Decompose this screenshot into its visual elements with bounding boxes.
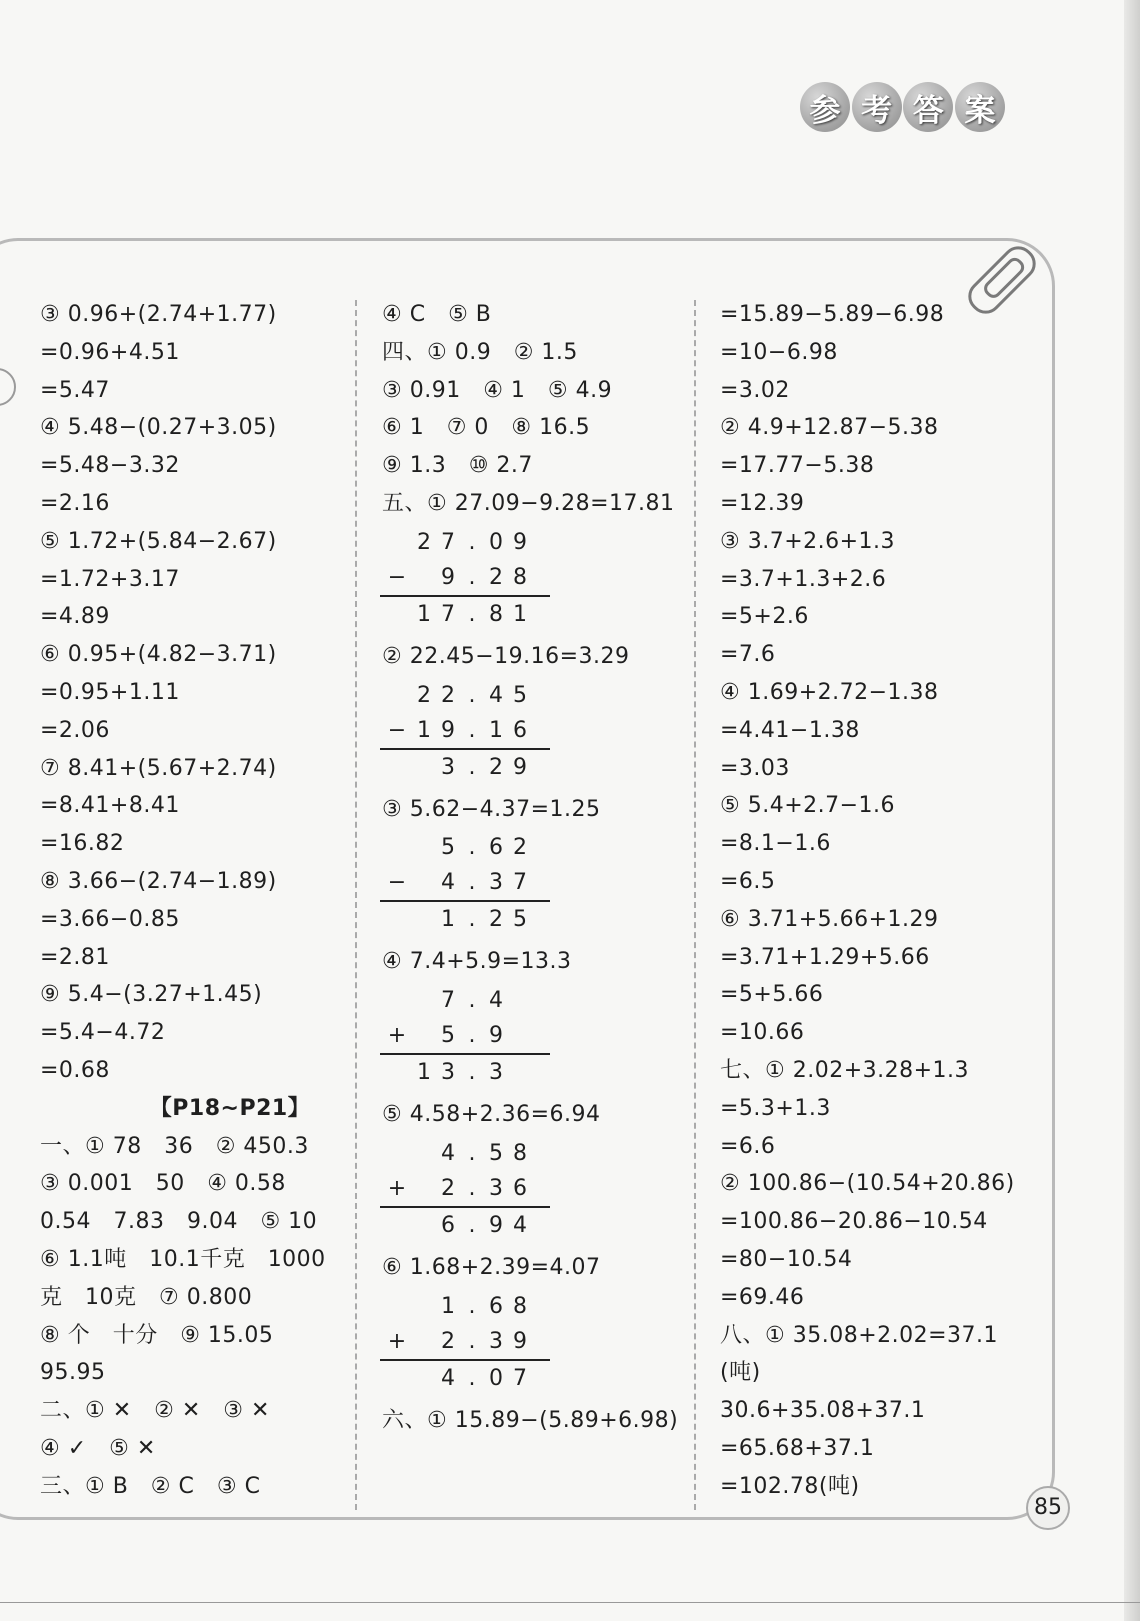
vertical-row [382, 560, 542, 595]
answer-line: 0.54 7.83 9.04 ⑤ 10 [40, 1209, 318, 1235]
digit: 2 [513, 835, 527, 861]
answer-line: =100.86−20.86−10.54 [720, 1209, 988, 1235]
digit: 2 [417, 682, 431, 708]
answer-line: =3.71+1.29+5.66 [720, 944, 930, 970]
answer-line: =2.16 [40, 490, 110, 516]
answer-line: ⑤ 1.72+(5.84−2.67) [40, 528, 277, 554]
column-1 [40, 296, 360, 1506]
digit: − [387, 717, 407, 743]
digit: 3 [441, 754, 455, 780]
digit: 2 [417, 529, 431, 555]
answer-line: ⑤ 5.4+2.7−1.6 [720, 793, 896, 819]
digit: . [468, 564, 476, 590]
digit: . [468, 529, 476, 555]
page-edge [1124, 0, 1140, 1621]
answer-line: =10.66 [720, 1020, 805, 1046]
answer-line: (吨) [720, 1360, 761, 1386]
answer-line: =0.96+4.51 [40, 339, 180, 365]
digit: 5 [441, 1023, 455, 1049]
digit: 1 [417, 1060, 431, 1086]
digit: 4 [441, 1365, 455, 1391]
vertical-row [382, 1018, 542, 1053]
digit: − [387, 870, 407, 896]
digit: 1 [441, 907, 455, 933]
vertical-calculation [382, 1289, 542, 1396]
answer-key-badge [800, 78, 1005, 136]
digit: . [468, 754, 476, 780]
digit: . [468, 835, 476, 861]
digit: 1 [417, 601, 431, 627]
answer-line: =3.02 [720, 377, 790, 403]
digit: . [468, 1060, 476, 1086]
answer-line: =1.72+3.17 [40, 566, 180, 592]
answer-line: ③ 0.91 ④ 1 ⑤ 4.9 [382, 377, 613, 403]
digit: 9 [489, 1212, 503, 1238]
digit: 8 [513, 564, 527, 590]
digit [412, 1171, 436, 1206]
column-3 [720, 296, 1040, 1506]
answer-line: 二、① ✕ ② ✕ ③ ✕ [40, 1398, 270, 1424]
answer-line: ④ 5.48−(0.27+3.05) [40, 415, 277, 441]
badge-char: 考 [852, 82, 902, 132]
digit: 3 [489, 1328, 503, 1354]
answer-line: =4.41−1.38 [720, 717, 860, 743]
answer-line: ③ 0.001 50 ④ 0.58 [40, 1171, 286, 1197]
answer-line: 七、① 2.02+3.28+1.3 [720, 1057, 970, 1083]
digit: 2 [441, 1175, 455, 1201]
answer-line: =6.5 [720, 868, 776, 894]
answer-line: =7.6 [720, 642, 776, 668]
digit: 2 [489, 564, 503, 590]
digit [382, 678, 412, 713]
answer-line: =0.68 [40, 1057, 110, 1083]
answer-line: =3.7+1.3+2.6 [720, 566, 887, 592]
digit: 8 [489, 601, 503, 627]
digit: 4 [441, 1140, 455, 1166]
digit: 7 [441, 601, 455, 627]
answer-line: =5+5.66 [720, 982, 824, 1008]
answer-line: ⑥ 0.95+(4.82−3.71) [40, 642, 277, 668]
digit: 5 [489, 1140, 503, 1166]
answer-line: =17.77−5.38 [720, 453, 875, 479]
vertical-calculation [382, 678, 542, 785]
digit: . [468, 717, 476, 743]
vertical-result [382, 750, 542, 785]
answer-line: ② 100.86−(10.54+20.86) [720, 1171, 1015, 1197]
digit: + [387, 1328, 407, 1354]
digit: 7 [441, 529, 455, 555]
digit: 9 [441, 564, 455, 590]
digit [382, 525, 412, 560]
answer-line: =2.06 [40, 717, 110, 743]
digit: 2 [441, 1328, 455, 1354]
answer-line: =5.48−3.32 [40, 453, 180, 479]
digit: 3 [489, 870, 503, 896]
digit: 3 [489, 1060, 503, 1086]
answer-line: =4.89 [40, 604, 110, 630]
digit: 6 [513, 1175, 527, 1201]
digit [412, 560, 436, 595]
answer-line: =15.89−5.89−6.98 [720, 302, 945, 327]
answer-line: 克 10克 ⑦ 0.800 [40, 1284, 253, 1310]
answer-line: =3.66−0.85 [40, 906, 180, 932]
digit: 6 [489, 835, 503, 861]
answer-line: ③ 5.62−4.37=1.25 [382, 796, 601, 822]
answer-line: ⑥ 3.71+5.66+1.29 [720, 906, 939, 932]
answer-line: ⑨ 5.4−(3.27+1.45) [40, 982, 263, 1008]
badge-char: 参 [800, 82, 850, 132]
digit: 6 [489, 1293, 503, 1319]
digit [412, 865, 436, 900]
vertical-row [382, 678, 542, 713]
digit: . [468, 601, 476, 627]
digit: . [468, 682, 476, 708]
answer-line: =2.81 [40, 944, 110, 970]
answer-line: 五、① 27.09−9.28=17.81 [382, 490, 675, 516]
vertical-calculation [382, 830, 542, 937]
answer-line: =65.68+37.1 [720, 1435, 875, 1461]
answer-line: ④ 1.69+2.72−1.38 [720, 679, 939, 705]
vertical-result [382, 1208, 542, 1243]
digit [412, 1289, 436, 1324]
answer-line: ② 22.45−19.16=3.29 [382, 643, 630, 669]
answer-line: 三、① B ② C ③ C [40, 1473, 261, 1499]
digit: 2 [489, 907, 503, 933]
vertical-result [382, 597, 542, 632]
digit: . [468, 907, 476, 933]
answer-line: =5.47 [40, 377, 110, 403]
digit [382, 750, 412, 785]
digit: 5 [513, 682, 527, 708]
digit [412, 830, 436, 865]
digit: 8 [513, 1293, 527, 1319]
bottom-rule [0, 1602, 1140, 1603]
digit: 9 [441, 717, 455, 743]
answer-line: =0.95+1.11 [40, 679, 180, 705]
digit [382, 830, 412, 865]
vertical-row [382, 525, 542, 560]
vertical-row [382, 983, 542, 1018]
digit: − [387, 564, 407, 590]
digit: 7 [441, 988, 455, 1014]
answer-line: 95.95 [40, 1360, 106, 1386]
column-2 [382, 296, 702, 1440]
digit: 6 [513, 717, 527, 743]
answer-line: =6.6 [720, 1133, 776, 1159]
digit [382, 902, 412, 937]
answer-line: ⑨ 1.3 ⑩ 2.7 [382, 453, 533, 479]
digit: 4 [513, 1212, 527, 1238]
digit: 0 [489, 529, 503, 555]
digit: 9 [513, 1328, 527, 1354]
digit: 9 [513, 754, 527, 780]
digit [508, 1018, 532, 1053]
vertical-row [382, 830, 542, 865]
digit: 9 [513, 529, 527, 555]
digit [508, 983, 532, 1018]
digit: + [387, 1023, 407, 1049]
answer-line: ④ 7.4+5.9=13.3 [382, 949, 572, 975]
digit: 7 [513, 870, 527, 896]
vertical-row [382, 1171, 542, 1206]
badge-char: 案 [955, 82, 1005, 132]
answer-line: ⑦ 8.41+(5.67+2.74) [40, 755, 277, 781]
answer-line: 四、① 0.9 ② 1.5 [382, 339, 578, 365]
answer-line: ④ C ⑤ B [382, 302, 492, 327]
digit: 1 [417, 717, 431, 743]
vertical-row [382, 1136, 542, 1171]
digit [412, 1136, 436, 1171]
vertical-result [382, 1361, 542, 1396]
vertical-result [382, 1055, 542, 1090]
answer-line: =8.41+8.41 [40, 793, 180, 819]
digit: 3 [441, 1060, 455, 1086]
vertical-calculation [382, 525, 542, 632]
badge-char: 答 [903, 82, 953, 132]
digit: 1 [489, 717, 503, 743]
digit: 4 [489, 988, 503, 1014]
digit: . [468, 1328, 476, 1354]
answer-line: ② 4.9+12.87−5.38 [720, 415, 939, 441]
digit: . [468, 1212, 476, 1238]
vertical-calculation [382, 1136, 542, 1243]
digit: 9 [489, 1023, 503, 1049]
answer-line: ④ ✓ ⑤ ✕ [40, 1435, 156, 1461]
answer-line: ③ 3.7+2.6+1.3 [720, 528, 896, 554]
digit [382, 1289, 412, 1324]
answer-line: 一、① 78 36 ② 450.3 [40, 1133, 309, 1159]
digit: 5 [441, 835, 455, 861]
digit: 0 [489, 1365, 503, 1391]
digit: 8 [513, 1140, 527, 1166]
digit [412, 1018, 436, 1053]
vertical-row [382, 1289, 542, 1324]
digit: + [387, 1175, 407, 1201]
digit [382, 1055, 412, 1090]
answer-line: 30.6+35.08+37.1 [720, 1398, 926, 1424]
vertical-row [382, 865, 542, 900]
digit: . [468, 870, 476, 896]
vertical-row [382, 1324, 542, 1359]
answer-line: ⑥ 1 ⑦ 0 ⑧ 16.5 [382, 415, 591, 441]
digit: . [468, 1293, 476, 1319]
answer-line: =10−6.98 [720, 339, 838, 365]
digit: . [468, 988, 476, 1014]
digit: 1 [441, 1293, 455, 1319]
digit [412, 750, 436, 785]
digit [508, 1055, 532, 1090]
digit: 2 [441, 682, 455, 708]
digit: 4 [489, 682, 503, 708]
vertical-calculations [382, 525, 702, 1440]
answer-line: =3.03 [720, 755, 790, 781]
answer-line: =8.1−1.6 [720, 831, 831, 857]
digit [382, 597, 412, 632]
answer-line: 六、① 15.89−(5.89+6.98) [382, 1407, 679, 1433]
digit [412, 1208, 436, 1243]
page-number: 85 [1026, 1486, 1070, 1530]
digit: 3 [489, 1175, 503, 1201]
digit: 4 [441, 870, 455, 896]
digit: . [468, 1140, 476, 1166]
answer-line: =5.3+1.3 [720, 1095, 831, 1121]
answer-line: =102.78(吨) [720, 1473, 860, 1499]
digit: 7 [513, 1365, 527, 1391]
answer-line: ⑥ 1.68+2.39=4.07 [382, 1254, 601, 1280]
answer-line: ⑧ 个 十分 ⑨ 15.05 [40, 1322, 274, 1348]
digit [382, 1361, 412, 1396]
digit [412, 1361, 436, 1396]
digit [382, 1136, 412, 1171]
digit: . [468, 1175, 476, 1201]
digit: . [468, 1365, 476, 1391]
answer-line: =5+2.6 [720, 604, 809, 630]
answer-line: ③ 0.96+(2.74+1.77) [40, 302, 277, 327]
digit: . [468, 1023, 476, 1049]
answer-line: ⑥ 1.1吨 10.1千克 1000 [40, 1246, 326, 1272]
answer-line: ⑧ 3.66−(2.74−1.89) [40, 868, 277, 894]
answer-line: ⑤ 4.58+2.36=6.94 [382, 1102, 601, 1128]
vertical-result [382, 902, 542, 937]
answer-line: =12.39 [720, 490, 805, 516]
digit [412, 1324, 436, 1359]
digit: 6 [441, 1212, 455, 1238]
digit: 2 [489, 754, 503, 780]
digit [412, 983, 436, 1018]
digit [382, 983, 412, 1018]
digit: 5 [513, 907, 527, 933]
answer-line: =16.82 [40, 831, 125, 857]
vertical-calculation [382, 983, 542, 1090]
answer-line: 八、① 35.08+2.02=37.1 [720, 1322, 999, 1348]
vertical-row [382, 713, 542, 748]
digit: 1 [513, 601, 527, 627]
digit [412, 902, 436, 937]
section-heading: 【P18~P21】 [149, 1095, 311, 1121]
answer-line: =69.46 [720, 1284, 805, 1310]
digit [382, 1208, 412, 1243]
answer-line: =80−10.54 [720, 1246, 853, 1272]
answer-line: =5.4−4.72 [40, 1020, 166, 1046]
